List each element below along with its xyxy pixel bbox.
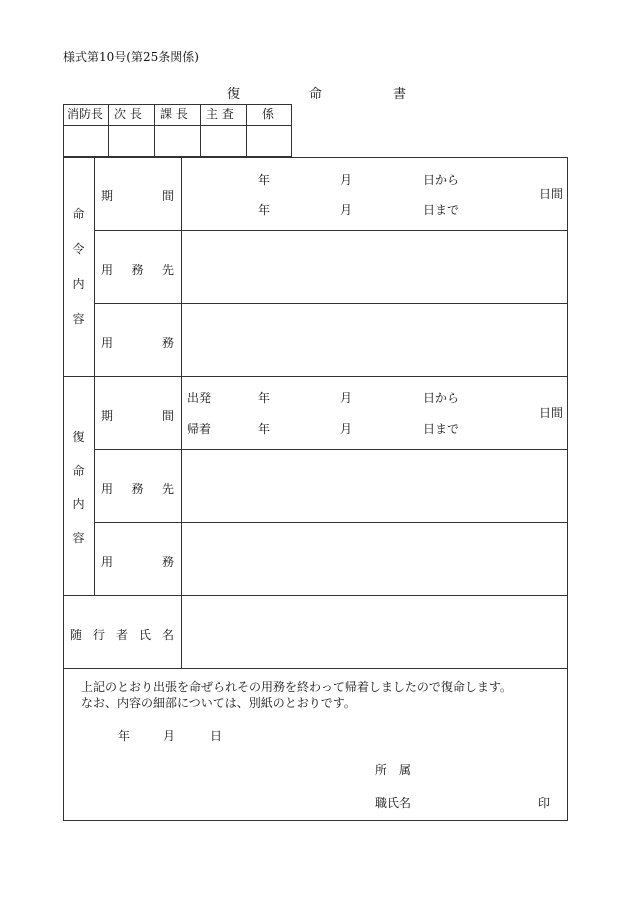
order-business-label: 用 務 xyxy=(101,336,174,350)
title-char-2: 命 xyxy=(309,87,323,102)
statement-line-2: なお、内容の細部については、別紙のとおりです。 xyxy=(81,696,356,710)
report-from-year: 年 xyxy=(258,391,271,405)
order-from-day: 日から xyxy=(423,173,460,187)
statement-line-1: 上記のとおり出張を命ぜられその用務を終わって帰着しましたので復命します。 xyxy=(81,680,512,694)
date-day: 日 xyxy=(210,729,223,743)
report-to-year: 年 xyxy=(258,422,271,436)
report-from-day: 日から xyxy=(423,391,460,405)
name-label: 職氏名 xyxy=(375,796,412,810)
order-to-month: 月 xyxy=(340,203,353,217)
order-section-label: 命 令 内 容 xyxy=(72,207,85,326)
date-year: 年 xyxy=(118,729,131,743)
report-destination-label: 用 務 先 xyxy=(101,482,174,496)
report-period-label: 期 間 xyxy=(101,409,174,423)
report-from-month: 月 xyxy=(340,391,353,405)
order-days-label: 日間 xyxy=(539,187,564,201)
report-to-day: 日まで xyxy=(423,422,460,436)
seal-label: 印 xyxy=(538,796,551,810)
approval-header-deputy: 次 長 xyxy=(114,107,142,121)
companion-label: 随 行 者 氏 名 xyxy=(70,628,174,642)
title-char-1: 復 xyxy=(227,87,241,102)
order-to-day: 日まで xyxy=(423,203,460,217)
order-from-month: 月 xyxy=(340,173,353,187)
date-month: 月 xyxy=(163,729,176,743)
approval-header-supervisor: 主 査 xyxy=(206,107,234,121)
report-depart-label: 出発 xyxy=(187,391,212,405)
approval-header-chief: 消防長 xyxy=(67,107,104,121)
report-days-label: 日間 xyxy=(539,406,564,420)
order-destination-label: 用 務 先 xyxy=(101,263,174,277)
affiliation-label: 所 属 xyxy=(375,763,412,777)
report-return-label: 帰着 xyxy=(187,422,212,436)
order-period-label: 期 間 xyxy=(101,189,174,203)
form-number: 様式第10号(第25条関係) xyxy=(63,50,199,64)
title-char-3: 書 xyxy=(393,87,407,102)
report-section-label: 復 命 内 容 xyxy=(72,430,85,545)
report-business-label: 用 務 xyxy=(101,555,174,569)
order-to-year: 年 xyxy=(258,203,271,217)
order-from-year: 年 xyxy=(258,173,271,187)
approval-header-staff: 係 xyxy=(262,107,275,121)
approval-header-section: 課 長 xyxy=(160,107,188,121)
report-to-month: 月 xyxy=(340,422,353,436)
